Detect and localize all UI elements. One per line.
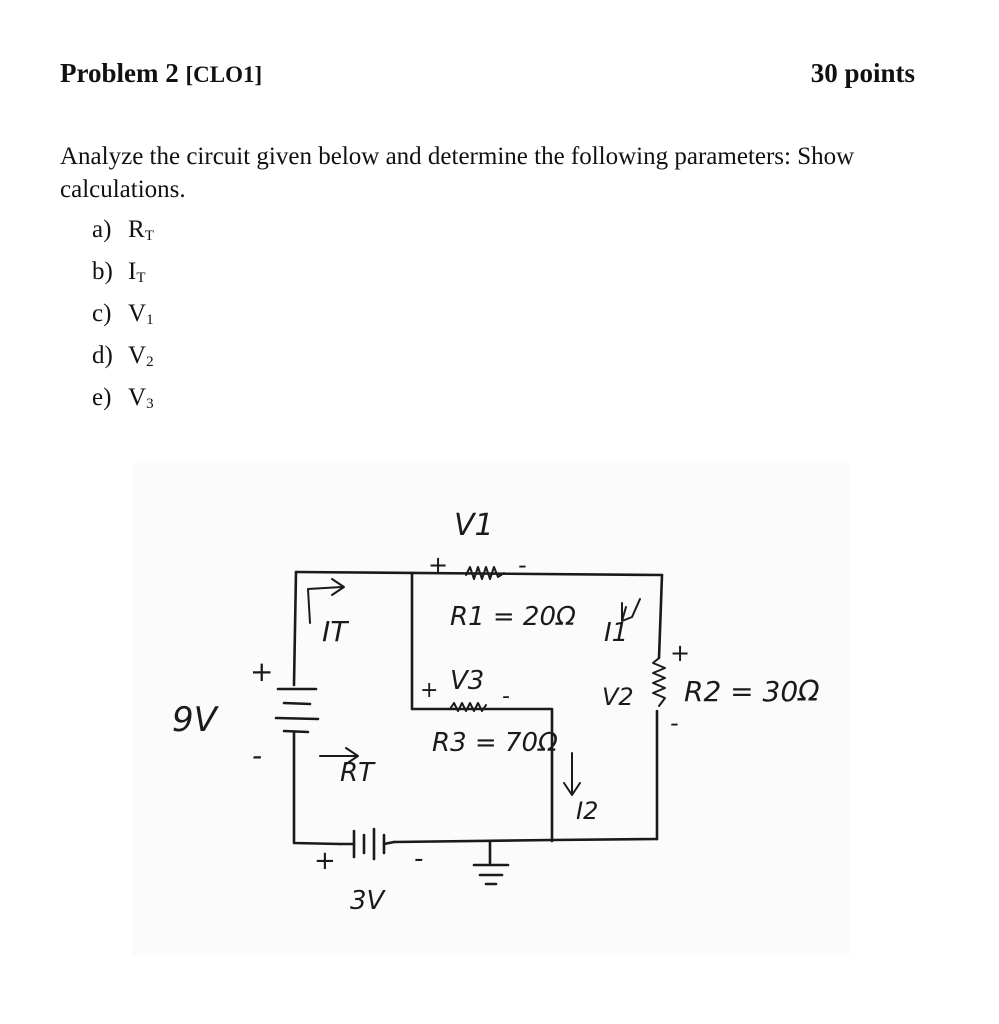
v2-label: V2	[602, 683, 634, 711]
r2-minus: -	[670, 709, 679, 737]
list-item: c) $V_1$	[92, 300, 154, 328]
i2-label: I2	[576, 797, 599, 825]
right-wire-upper	[659, 575, 662, 658]
battery-3v-symbol	[340, 829, 394, 859]
problem-header	[60, 58, 915, 98]
problem-number: Problem 2	[60, 58, 179, 88]
i2-arrow	[564, 753, 580, 795]
circuit-diagram	[132, 463, 850, 955]
clo-tag: [CLO1]	[185, 62, 263, 87]
bottom-wire	[394, 839, 657, 842]
battery-3v-minus: -	[414, 844, 424, 874]
r1-plus: +	[428, 551, 449, 579]
r2-plus: +	[670, 639, 691, 667]
battery-9v-plus: +	[250, 655, 274, 688]
battery-9v-minus: -	[252, 739, 263, 772]
ground-symbol	[474, 865, 508, 884]
list-item: e) $V_3$	[92, 384, 154, 412]
list-item: b) $I_T$	[92, 258, 146, 286]
v3-label: V3	[450, 666, 485, 696]
battery-9v-symbol	[276, 689, 318, 732]
v1-label: V1	[454, 508, 494, 543]
source-3v-label: 3V	[350, 886, 385, 916]
problem-title	[60, 58, 262, 89]
battery-3v-plus: +	[314, 846, 336, 876]
left-wire-upper	[294, 572, 296, 685]
list-item: d) $V_2$	[92, 342, 154, 370]
r3-label: R3 = 70Ω	[432, 728, 558, 758]
r2-label: R2 = 30Ω	[684, 675, 820, 708]
circuit-drawing	[132, 463, 850, 955]
rt-label: RT	[340, 758, 374, 788]
it-label: IT	[322, 615, 348, 648]
r1-label: R1 = 20Ω	[450, 602, 576, 632]
list-item: a) $R_T$	[92, 216, 154, 244]
points-label: 30 points	[810, 58, 915, 88]
r3-minus: -	[502, 684, 510, 709]
resistor-r2	[653, 658, 665, 706]
instructions-text: Analyze the circuit given below and determine the following parameters: Show calculations.	[60, 143, 855, 203]
r3-plus: +	[420, 678, 439, 703]
left-wire-lower	[294, 733, 340, 844]
i1-label: I1	[604, 618, 629, 648]
parameter-list	[92, 212, 154, 422]
r1-minus: -	[518, 551, 527, 579]
source-9v-label: 9V	[172, 700, 217, 740]
